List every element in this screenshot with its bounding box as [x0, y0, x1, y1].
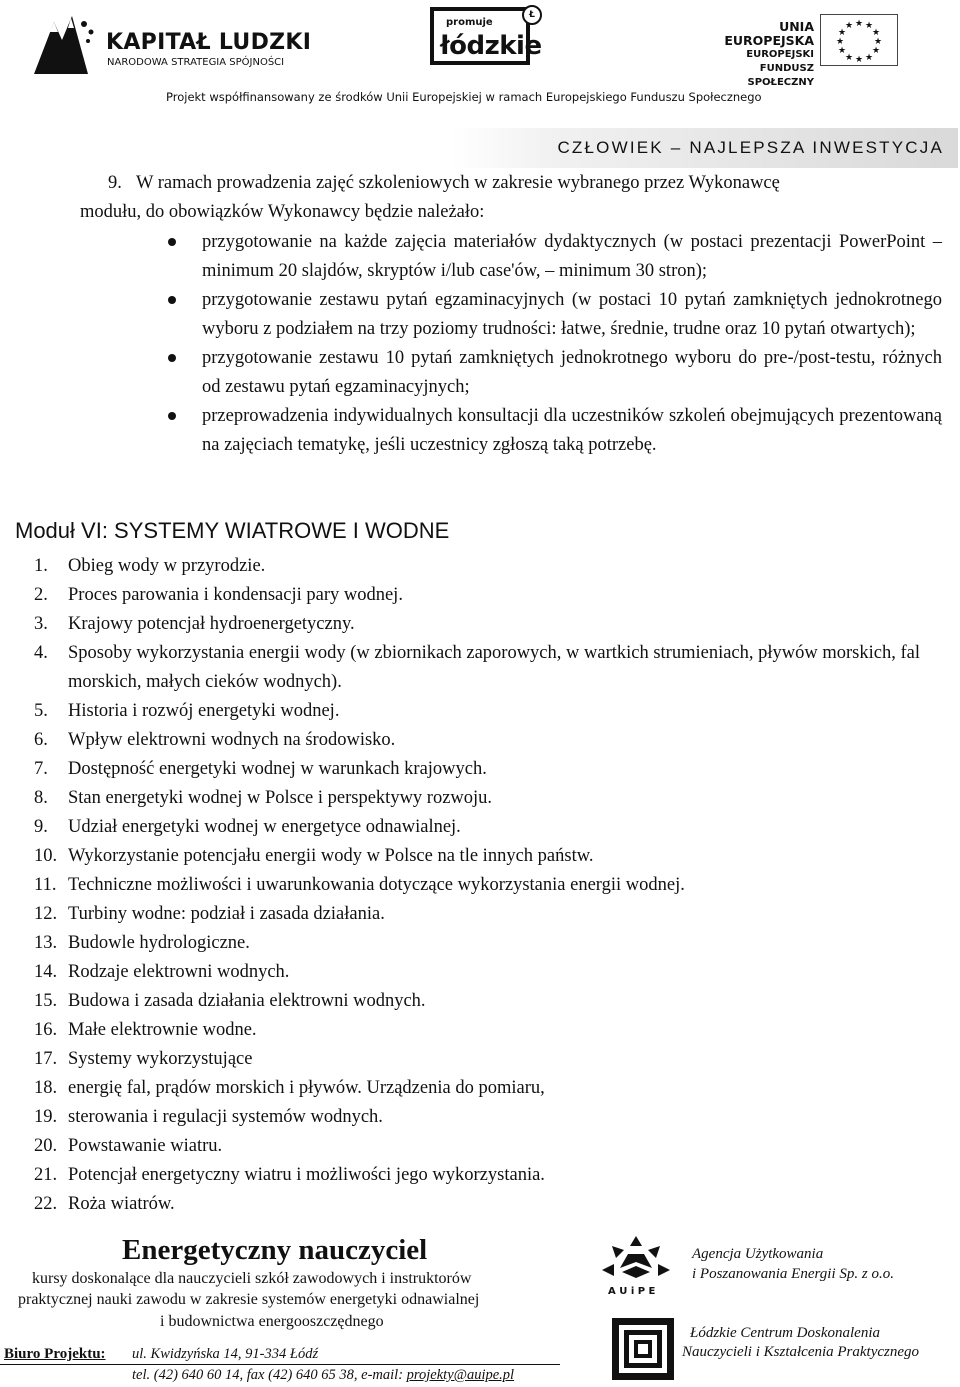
topic-item [34, 842, 954, 871]
topic-number: 20. [34, 1136, 58, 1156]
eu-esf-logo [706, 14, 900, 88]
module-topic-list [34, 552, 954, 1219]
topic-number: 7. [34, 759, 48, 779]
topic-number: 17. [34, 1049, 58, 1069]
topic-item [34, 929, 954, 958]
project-office-label: Biuro Projektu: [4, 1346, 106, 1362]
bullet-text: przygotowanie zestawu pytań egzaminacyjnych (w postaci 10 pytań zamkniętych jednokrotnego wyboru z podziałem na trzy poziomy trudności: łatwe, średnie, trudne oraz 10 pytań otwartych); [202, 290, 942, 339]
kapital-ludzki-name: KAPITAŁ LUDZKI [106, 30, 312, 55]
topic-number: 5. [34, 701, 48, 721]
topic-number: 21. [34, 1165, 58, 1185]
bullet-text: przygotowanie zestawu 10 pytań zamkniętych jednokrotnego wyboru do pre-/post-testu, różnych od zestawu pytań egzaminacyjnych; [202, 348, 942, 397]
page-footer [0, 1228, 960, 1387]
lcdn-logo-icon [610, 1316, 676, 1382]
eu-line-2: EUROPEJSKI [746, 49, 814, 60]
lcdn-name [682, 1324, 919, 1362]
topic-text: Obieg wody w przyrodzie. [68, 556, 266, 576]
topic-item [34, 987, 954, 1016]
topic-text: Małe elektrownie wodne. [68, 1020, 257, 1040]
eu-text-block [706, 20, 814, 90]
footer-line-2: praktycznej nauki zawodu w zakresie systemów energetyki odnawialnej [18, 1291, 480, 1308]
topic-item [34, 697, 954, 726]
lodzkie-top-label: promuje [446, 17, 493, 28]
svg-text:★: ★ [837, 28, 847, 38]
topic-item [34, 1074, 954, 1103]
footer-line-3: i budownictwa energooszczędnego [160, 1313, 384, 1330]
eu-line-3: FUNDUSZ SPOŁECZNY [747, 63, 814, 88]
topic-number: 6. [34, 730, 48, 750]
topic-item [34, 900, 954, 929]
auipe-logo-icon [598, 1232, 674, 1308]
topic-text: Rodzaje elektrowni wodnych. [68, 962, 290, 982]
topic-item [34, 1190, 954, 1219]
promuje-lodzkie-logo [430, 5, 542, 67]
topic-text: Turbiny wodne: podział i zasada działania. [68, 904, 385, 924]
bullet-item [168, 228, 942, 286]
topic-item [34, 1103, 954, 1132]
lcdn-line-1: Łódzkie Centrum Doskonalenia [690, 1325, 880, 1341]
lodzkie-mark-icon: Ł [522, 5, 542, 25]
eu-flag-icon [820, 14, 898, 66]
topic-number: 4. [34, 643, 48, 663]
obligations-item [80, 169, 942, 222]
svg-text:★: ★ [854, 55, 864, 65]
topic-item [34, 1045, 954, 1074]
topic-text: Sposoby wykorzystania energii wody (w zbiornikach zaporowych, w wartkich strumieniach, pływów morskich, fal morskich, małych cieków wodnych). [68, 643, 920, 692]
bullet-text: przeprowadzenia indywidualnych konsultacji dla uczestników szkoleń obejmujących prezentowaną na zajęciach tematykę, jeśli uczestnicy zgłoszą taką potrzebę. [202, 406, 942, 455]
project-funding-line: Projekt współfinansowany ze środków Unii Europejskiej w ramach Europejskiego Funduszu Społecznego [166, 90, 762, 104]
topic-item [34, 958, 954, 987]
obligations-number: 9. [108, 173, 122, 193]
topic-number: 15. [34, 991, 58, 1011]
topic-text: Systemy wykorzystujące [68, 1049, 253, 1069]
kapital-ludzki-subtitle: NARODOWA STRATEGIA SPÓJNOŚCI [107, 57, 285, 68]
topic-number: 14. [34, 962, 58, 982]
svg-text:★: ★ [864, 53, 874, 63]
topic-number: 3. [34, 614, 48, 634]
topic-text: Dostępność energetyki wodnej w warunkach krajowych. [68, 759, 487, 779]
slogan-bar [452, 128, 958, 168]
topic-text: Budowa i zasada działania elektrowni wodnych. [68, 991, 426, 1011]
svg-text:★: ★ [844, 53, 854, 63]
topic-text: Techniczne możliwości i uwarunkowania dotyczące wykorzystania energii wodnej. [68, 875, 685, 895]
topic-number: 13. [34, 933, 58, 953]
svg-text:★: ★ [871, 28, 881, 38]
svg-text:★: ★ [873, 37, 883, 47]
topic-item [34, 813, 954, 842]
topic-text: energię fal, prądów morskich i pływów. Urządzenia do pomiaru, [68, 1078, 545, 1098]
bullet-icon [168, 354, 176, 362]
contact-phone-fax: tel. (42) 640 60 14, fax (42) 640 65 38, e-mail: [132, 1367, 407, 1383]
bullet-icon [168, 296, 176, 304]
obligations-intro-line-1: W ramach prowadzenia zajęć szkoleniowych w zakresie wybranego przez Wykonawcę [136, 173, 780, 193]
topic-number: 18. [34, 1078, 58, 1098]
auipe-line-2: i Poszanowania Energii Sp. z o.o. [692, 1266, 894, 1282]
svg-text:★: ★ [864, 21, 874, 31]
topic-text: Historia i rozwój energetyki wodnej. [68, 701, 340, 721]
footer-divider [0, 1364, 560, 1365]
auipe-line-1: Agencja Użytkowania [692, 1246, 824, 1262]
topic-text: Powstawanie wiatru. [68, 1136, 223, 1156]
obligations-bullet-list [168, 228, 942, 460]
topic-number: 2. [34, 585, 48, 605]
topic-item [34, 1161, 954, 1190]
topic-item [34, 1132, 954, 1161]
footer-title: Energetyczny nauczyciel [122, 1234, 428, 1266]
bullet-item [168, 402, 942, 460]
kapital-ludzki-emblem-icon [28, 14, 98, 76]
topic-item [34, 871, 954, 900]
topic-item [34, 784, 954, 813]
slogan-text: CZŁOWIEK – NAJLEPSZA INWESTYCJA [557, 138, 944, 157]
topic-text: Wpływ elektrowni wodnych na środowisko. [68, 730, 396, 750]
eu-line-1: UNIA EUROPEJSKA [724, 19, 814, 48]
page-header [0, 0, 960, 157]
kapital-ludzki-logo [28, 14, 318, 74]
topic-item [34, 610, 954, 639]
topic-text: Wykorzystanie potencjału energii wody w Polsce na tle innych państw. [68, 846, 594, 866]
svg-text:★: ★ [835, 37, 845, 47]
topic-number: 10. [34, 846, 58, 866]
topic-number: 1. [34, 556, 48, 576]
svg-text:★: ★ [854, 19, 864, 29]
module-title: Moduł VI: SYSTEMY WIATROWE I WODNE [15, 518, 450, 543]
topic-text: Potencjał energetyczny wiatru i możliwości jego wykorzystania. [68, 1165, 545, 1185]
auipe-name [692, 1244, 894, 1284]
svg-text:★: ★ [844, 21, 854, 31]
topic-number: 9. [34, 817, 48, 837]
lodzkie-frame [430, 7, 542, 65]
topic-item [34, 726, 954, 755]
lcdn-line-2: Nauczycieli i Kształcenia Praktycznego [682, 1344, 920, 1360]
topic-number: 11. [34, 875, 57, 895]
topic-item [34, 581, 954, 610]
topic-item [34, 639, 954, 697]
topic-number: 16. [34, 1020, 58, 1040]
topic-text: Stan energetyki wodnej w Polsce i perspektywy rozwoju. [68, 788, 493, 808]
topic-text: Krajowy potencjał hydroenergetyczny. [68, 614, 355, 634]
bullet-item [168, 286, 942, 344]
auipe-mark-text: A U i P E [608, 1286, 656, 1297]
topic-number: 19. [34, 1107, 58, 1127]
topic-number: 8. [34, 788, 48, 808]
topic-text: Budowle hydrologiczne. [68, 933, 250, 953]
contact-email-link[interactable]: projekty@auipe.pl [406, 1367, 515, 1383]
svg-text:★: ★ [871, 46, 881, 56]
topic-text: Roża wiatrów. [68, 1194, 175, 1214]
project-office-address: ul. Kwidzyńska 14, 91-334 Łódź [132, 1346, 319, 1362]
topic-text: Proces parowania i kondensacji pary wodnej. [68, 585, 403, 605]
topic-item [34, 1016, 954, 1045]
bullet-icon [168, 238, 176, 246]
bullet-text: przygotowanie na każde zajęcia materiałów dydaktycznych (w postaci prezentacji PowerPoint – minimum 20 slajdów, skryptów i/lub case'ów, – minimum 30 stron); [202, 232, 942, 281]
topic-number: 22. [34, 1194, 58, 1214]
lodzkie-main-label: łódzkie [440, 31, 542, 61]
topic-item [34, 552, 954, 581]
bullet-item [168, 344, 942, 402]
footer-line-1: kursy doskonalące dla nauczycieli szkół zawodowych i instruktorów [32, 1270, 472, 1287]
bullet-icon [168, 412, 176, 420]
obligations-intro-line-2: modułu, do obowiązków Wykonawcy będzie należało: [80, 202, 485, 222]
project-office-contact [132, 1367, 514, 1384]
topic-text: sterowania i regulacji systemów wodnych. [68, 1107, 383, 1127]
topic-item [34, 755, 954, 784]
topic-text: Udział energetyki wodnej w energetyce odnawialnej. [68, 817, 461, 837]
svg-text:★: ★ [837, 46, 847, 56]
topic-number: 12. [34, 904, 58, 924]
